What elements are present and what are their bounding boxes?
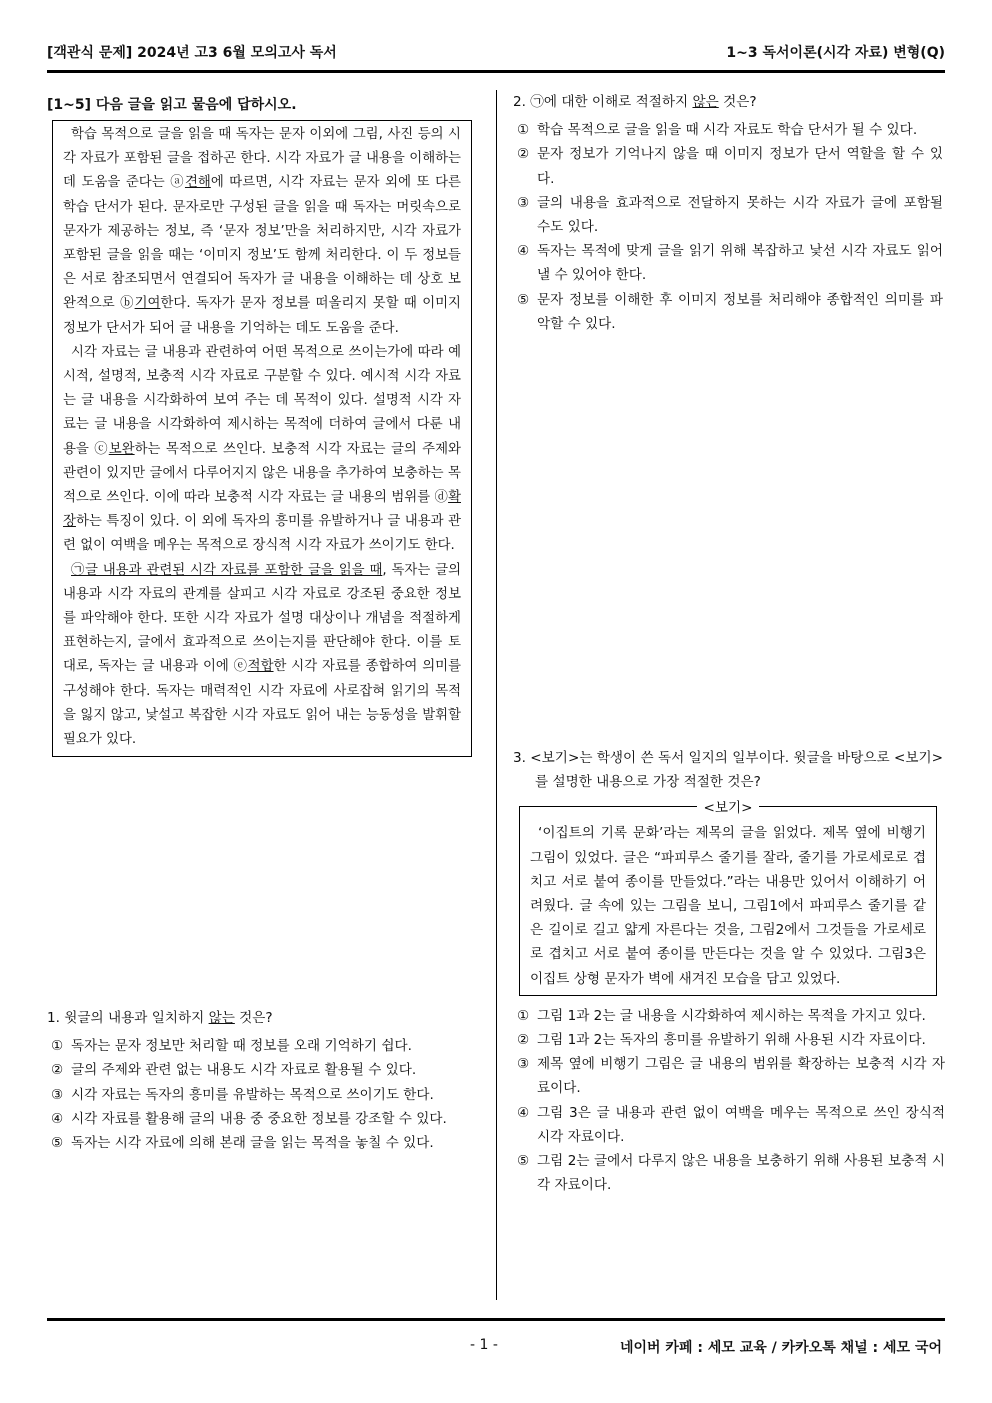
footer-credit: 네이버 카페 : 세모 교육 / 카카오톡 채널 : 세모 국어 xyxy=(619,1340,942,1356)
passage-paragraph-3: ㉠글 내용과 관련된 시각 자료를 포함한 글을 읽을 때, 독자는 글의 내용과 시각 자료의 관계를 살피고 시각 자료로 강조된 중요한 정보를 파악해야 한다. 또한 시각 자료가 설명 대상이나 개념을 적절하게 표현하는지, 글에서 효과적으로 쓰이는지를 판단해야 한다. 이를 토대로, 독자는 글 내용과 이에 ⓔ적합한 시각 자료를 종합하여 의미를 구성해야 한다. 독자는 매력적인 시각 자료에 사로잡혀 읽기의 목적을 잃지 않고, 낯설고 복잡한 시각 자료도 읽어 내는 능동성을 발휘할 필요가 있다. xyxy=(63,562,462,748)
bogi-box xyxy=(519,800,937,995)
q1-option-1[interactable]: ① 독자는 문자 정보만 처리할 때 정보를 오래 기억하기 쉽다. xyxy=(51,1038,412,1055)
q1-option-5[interactable]: ⑤ 독자는 시각 자료에 의해 본래 글을 읽는 목적을 놓칠 수 있다. xyxy=(51,1135,434,1152)
q3-option-3[interactable]: ③ 제목 옆에 비행기 그림은 글 내용의 범위를 확장하는 보충적 시각 자료이다. xyxy=(517,1056,945,1097)
column-divider xyxy=(496,90,497,1300)
q2-option-3[interactable]: ③ 글의 내용을 효과적으로 전달하지 못하는 시각 자료가 글에 포함될 수도 있다. xyxy=(517,194,943,236)
q2-option-2[interactable]: ② 문자 정보가 기억나지 않을 때 이미지 정보가 단서 역할을 할 수 있다. xyxy=(517,146,943,187)
q3-option-4[interactable]: ④ 그림 3은 글 내용과 관련 없이 여백을 메우는 목적으로 쓰인 장식적 시각 자료이다. xyxy=(517,1104,945,1145)
question-3-stem: 3. <보기>는 학생이 쓴 독서 일지의 일부이다. 윗글을 바탕으로 <보기>를 설명한 내용으로 가장 적절한 것은? xyxy=(513,750,944,791)
q2-option-4[interactable]: ④ 독자는 목적에 맞게 글을 읽기 위해 복잡하고 낯선 시각 자료도 읽어낼 수 있어야 한다. xyxy=(517,243,943,284)
q3-option-2[interactable]: ② 그림 1과 2는 독자의 흥미를 유발하기 위해 사용된 시각 자료이다. xyxy=(517,1032,926,1049)
passage-paragraph-2: 시각 자료는 글 내용과 관련하여 어떤 목적으로 쓰이는가에 따라 예시적, 설명적, 보충적 시각 자료로 구분할 수 있다. 예시적 시각 자료는 글 내용을 시각화하여 보여 주는 데 목적이 있다. 설명적 시각 자료는 글 내용을 시각화하여 제시하는 목적에 더하여 글에서 다룬 내용을 ⓒ보완하는 목적으로 쓰인다. 보충적 시각 자료는 글의 주제와 관련이 있지만 글에서 다루어지지 않은 내용을 추가하여 보충하는 목적으로 쓰인다. 이에 따라 보충적 시각 자료는 글 내용의 범위를 ⓓ확장하는 특징이 있다. 이 외에 독자의 흥미를 유발하거나 글 내용과 관련 없이 여백을 메우는 목적으로 장식적 시각 자료가 쓰이기도 한다. xyxy=(63,344,461,554)
reading-passage xyxy=(52,120,472,757)
passage-paragraph-1: 학습 목적으로 글을 읽을 때 독자는 문자 이외에 그림, 사진 등의 시각 자료가 포함된 글을 접하곤 한다. 시각 자료가 글 내용을 이해하는 데 도움을 준다는 ⓐ견해에 따르면, 시각 자료는 문자 외에 또 다른 학습 단서가 된다. 문자로만 구성된 글을 읽을 때 독자는 머릿속으로 문자가 제공하는 정보, 즉 ‘문자 정보’만을 처리하지만, 시각 자료가 포함된 글을 읽을 때는 ‘이미지 정보’도 함께 처리한다. 이 두 정보들은 서로 참조되면서 연결되어 독자가 글 내용을 이해하는 데 상호 보완적으로 ⓑ기여한다. 독자가 문자 정보를 떠올리지 못할 때 이미지 정보가 단서가 되어 글 내용을 기억하는 데도 도움을 준다. xyxy=(63,127,461,336)
q3-option-5[interactable]: ⑤ 그림 2는 글에서 다루지 않은 내용을 보충하기 위해 사용된 보충적 시각 자료이다. xyxy=(517,1153,945,1194)
question-3 xyxy=(513,746,945,1197)
underlined-word-c: 보완 xyxy=(108,441,135,457)
underlined-word-e: 적합 xyxy=(247,659,274,675)
question-2 xyxy=(513,90,943,336)
footer-rule xyxy=(47,1318,945,1321)
q1-option-4[interactable]: ④ 시각 자료를 활용해 글의 내용 중 중요한 정보를 강조할 수 있다. xyxy=(51,1110,447,1127)
question-1-stem: 1. 윗글의 내용과 일치하지 않는 것은? xyxy=(47,1010,273,1026)
underlined-word-d: 확장 xyxy=(63,490,461,530)
underlined-word-b: 기여 xyxy=(134,296,161,312)
q3-option-1[interactable]: ① 그림 1과 2는 글 내용을 시각화하여 제시하는 목적을 가지고 있다. xyxy=(517,1007,926,1024)
page-header xyxy=(47,42,945,68)
section-title: 1~3 독서이론(시각 자료) 변형(Q) xyxy=(726,45,945,61)
q2-option-5[interactable]: ⑤ 문자 정보를 이해한 후 이미지 정보를 처리해야 종합적인 의미를 파악할 수 있다. xyxy=(517,291,943,332)
set-instruction: [1~5] 다음 글을 읽고 물음에 답하시오. xyxy=(47,97,297,113)
underlined-phrase-giyeok: ㉠글 내용과 관련된 시각 자료를 포함한 글을 읽을 때 xyxy=(71,562,383,578)
header-rule xyxy=(47,70,945,73)
q2-option-1[interactable]: ① 학습 목적으로 글을 읽을 때 시각 자료도 학습 단서가 될 수 있다. xyxy=(517,122,918,139)
question-2-stem: 2. ㉠에 대한 이해로 적절하지 않은 것은? xyxy=(513,94,757,110)
underlined-word-a: 견해 xyxy=(184,175,211,191)
q1-option-2[interactable]: ② 글의 주제와 관련 없는 내용도 시각 자료로 활용될 수 있다. xyxy=(51,1062,417,1079)
bogi-text: ‘이집트의 기록 문화’라는 제목의 글을 읽었다. 제목 옆에 비행기 그림이 있었다. 글은 “파피루스 줄기를 잘라, 줄기를 가로세로로 겹치고 서로 붙여 종이를 만들었다.”라는 내용만 있어서 이해하기 어려웠다. 글 속에 있는 그림을 보니, 그림1에서 파피루스 줄기를 같은 길이로 길고 얇게 자른다는 것을, 그림2에서 그것들을 가로세로로 겹치고 서로 붙여 종이를 만든다는 것을 알 수 있었다. 그림3은 이집트 상형 문자가 벽에 새겨진 모습을 담고 있었다. xyxy=(530,825,926,987)
bogi-label: <보기> xyxy=(697,800,758,816)
q1-option-3[interactable]: ③ 시각 자료는 독자의 흥미를 유발하는 목적으로 쓰이기도 한다. xyxy=(51,1086,434,1103)
exam-title: [객관식 문제] 2024년 고3 6월 모의고사 독서 xyxy=(47,45,337,61)
question-1 xyxy=(47,1006,471,1155)
page-number: - 1 - xyxy=(470,1337,498,1353)
